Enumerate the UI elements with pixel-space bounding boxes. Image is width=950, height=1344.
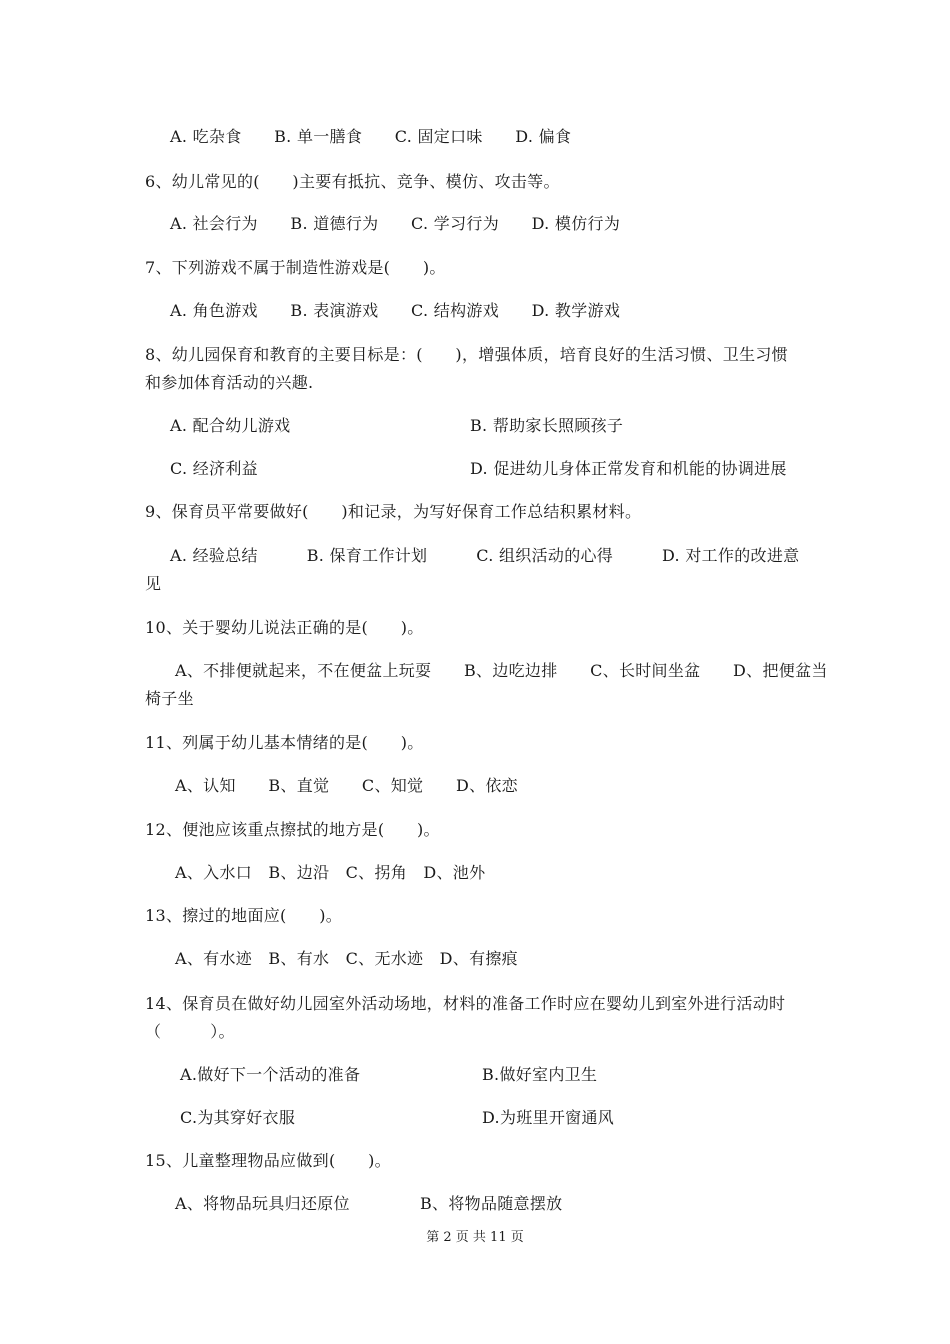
- question-7: 7、下列游戏不属于制造性游戏是( )。: [145, 258, 446, 277]
- q14-option-d: D.为班里开窗通风: [482, 1108, 615, 1127]
- question-9: 9、保育员平常要做好( )和记录，为写好保育工作总结积累材料。: [145, 502, 642, 521]
- question-12: 12、便池应该重点擦拭的地方是( )。: [145, 820, 440, 839]
- q14-option-a: A.做好下一个活动的准备: [180, 1065, 361, 1084]
- q12-options: A、入水口 B、边沿 C、拐角 D、池外: [175, 863, 486, 882]
- q8-option-a: A. 配合幼儿游戏: [170, 416, 291, 435]
- q5-options: A. 吃杂食 B. 单一膳食 C. 固定口味 D. 偏食: [170, 127, 572, 146]
- q10-options-line1: A、不排便就起来，不在便盆上玩耍 B、边吃边排 C、长时间坐盆 D、把便盆当: [175, 661, 828, 680]
- question-11: 11、列属于幼儿基本情绪的是( )。: [145, 733, 424, 752]
- q15-option-a: A、将物品玩具归还原位: [175, 1194, 350, 1213]
- question-15: 15、儿童整理物品应做到( )。: [145, 1151, 391, 1170]
- question-14-line1: 14、保育员在做好幼儿园室外活动场地，材料的准备工作时应在婴幼儿到室外进行活动时: [145, 994, 786, 1013]
- q8-option-c: C. 经济利益: [170, 459, 258, 478]
- question-10: 10、关于婴幼儿说法正确的是( )。: [145, 618, 424, 637]
- q14-option-b: B.做好室内卫生: [482, 1065, 598, 1084]
- q8-option-d: D. 促进幼儿身体正常发育和机能的协调进展: [470, 459, 787, 478]
- question-8-line1: 8、幼儿园保育和教育的主要目标是：( )，增强体质，培育良好的生活习惯、卫生习惯: [145, 345, 788, 364]
- q9-options-line1: A. 经验总结 B. 保育工作计划 C. 组织活动的心得 D. 对工作的改进意: [170, 546, 800, 565]
- q10-options-line2: 椅子坐: [145, 689, 194, 708]
- q9-options-line2: 见: [145, 574, 162, 593]
- question-13: 13、擦过的地面应( )。: [145, 906, 343, 925]
- question-14-line2: （ ）。: [145, 1022, 235, 1041]
- q13-options: A、有水迹 B、有水 C、无水迹 D、有擦痕: [175, 949, 518, 968]
- q8-option-b: B. 帮助家长照顾孩子: [470, 416, 624, 435]
- q11-options: A、认知 B、直觉 C、知觉 D、依恋: [175, 776, 518, 795]
- q7-options: A. 角色游戏 B. 表演游戏 C. 结构游戏 D. 教学游戏: [170, 301, 621, 320]
- q14-option-c: C.为其穿好衣服: [180, 1108, 296, 1127]
- q15-option-b: B、将物品随意摆放: [420, 1194, 563, 1213]
- question-8-line2: 和参加体育活动的兴趣.: [145, 373, 314, 392]
- question-6: 6、幼儿常见的( )主要有抵抗、竞争、模仿、攻击等。: [145, 172, 560, 191]
- q6-options: A. 社会行为 B. 道德行为 C. 学习行为 D. 模仿行为: [170, 214, 621, 233]
- page-footer: 第 2 页 共 11 页: [426, 1230, 524, 1245]
